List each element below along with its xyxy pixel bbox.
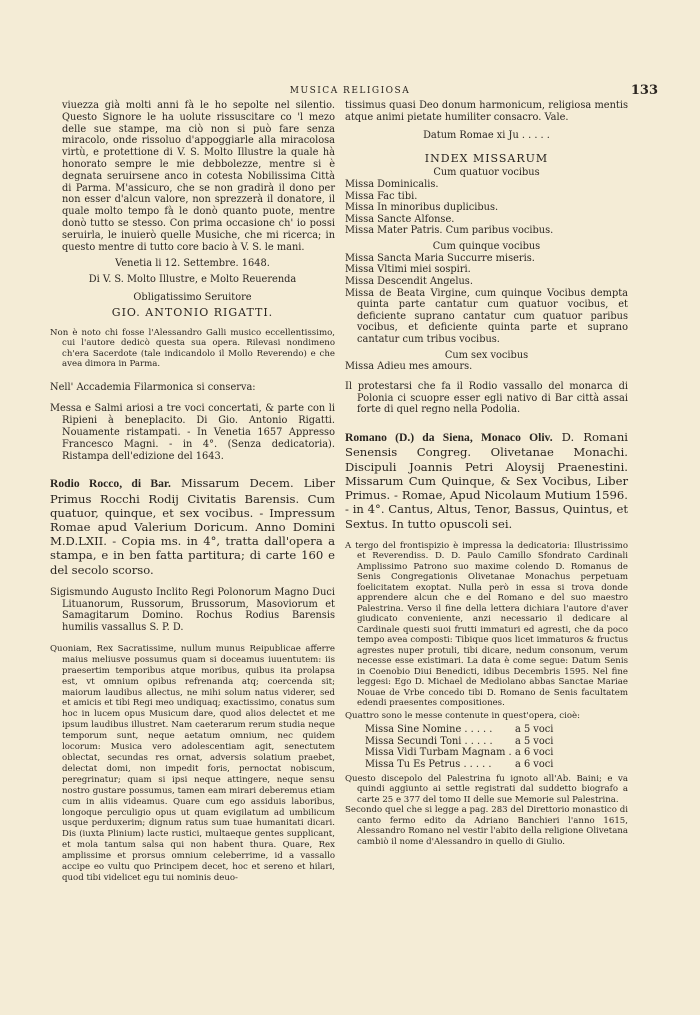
mass-name: Missa Vidi Turbam Magnam . (365, 747, 512, 759)
romano-name: Romano (D.) da Siena, Monaco Oliv. (345, 431, 553, 445)
quatuor-heading: Cum quatuor vocibus (433, 167, 540, 179)
quinque-list (345, 253, 628, 346)
quatuor-list (345, 179, 628, 237)
mass-name: Missa Tu Es Petrus . . . . . (365, 758, 492, 770)
page-number: 133 (630, 83, 658, 98)
mass-name: Missa Sine Nomine . . . . . (365, 724, 493, 736)
list-item: Missa de Beata Virgine, cum quinque Vocibus dempta quinta parte cantatur cum quatuor vocibus, et deficiente suprano cantatur cum quatuor paribus vocibus, et deficiente quinta parte et suprano cantatur cum tribus vocibus. (345, 287, 628, 345)
sex-list (345, 361, 628, 373)
table-row (365, 724, 628, 736)
list-item: Missa Vltimi miei sospiri. (345, 264, 471, 276)
note-galli: Non è noto chi fosse l'Alessandro Galli musico eccellentissimo, cui l'autore dedicò questa sua opera. Rilevasi nondimeno ch'era Sacerdote (tale indicandolo il Mollo Reverendo) e che avea dimora in Parma. (50, 327, 335, 370)
list-item: Missa Fac tibi. (345, 190, 418, 202)
list-item: Missa Sancta Maria Succurre miseris. (345, 252, 535, 264)
romano-entry (345, 430, 628, 530)
list-item: Missa Adieu mes amours. (345, 361, 473, 373)
list-item: Missa Mater Patris. Cum paribus vocibus. (345, 225, 554, 237)
secondo-note: Secondo quel che si legge a pag. 283 del Direttorio monastico di canto fermo edito da Adriano Banchieri l'anno 1615, Alessandro Romano nel vestir l'abito della religione Olivetana cambiò il nome d'Alessandro in quello di Giulio. (345, 805, 628, 847)
dedica-note: A tergo del frontispizio è impressa la dedicatoria: Illustrissimo et Reverendiss. D. D. Paulo Camillo Sfondrato Cardinali Amplissimo Patrono suo maxime colendo D. Romanus de Senis Congregationis Olivetanae Monachus perpetuam foelicitatem exoptat. Nulla però in essa si trova donde apprendere alcun che e del Romano e del suo maestro Palestrina. Verso il fine della lettera dichiara l'autore d'aver giudicato conveniente, anzi necessario il dedicare al Cardinale questi suoi frutti immaturi ed agresti, che da poco tempo avea composti: Tibique quos licet immaturos & fructus agrestes nuper protuli, tibi dicare, nedum consonum, verum necesse esse existimari. La data è come segue: Datum Senis in Coenobio Diui Benedicti, idibus Decembris 1595. Nel fine leggesi: Ego D. Michael de Mediolano abbas Sanctae Mariae Nouae de Vrbe concedo tibi D. Romano de Senis facultatem edendi praesentes compositiones. (345, 540, 628, 709)
quoniam-letter: Quoniam, Rex Sacratissime, nullum munus Reipublicae afferre maius meliusve possumus quam si doceamus iuuentutem: iis praesertim temporibus atque moribus, quibus ita prolapsa est, vt omnium opibus refrenanda atq; coercenda sit; maiorum laudibus allectus, ne mihi solum natus viderer, sed et amicis et tibi Regi meo undiquaq; exactissimo, conatus sum hoc in lucem opus Musicum dare, quod alios delectet et me ipsum laudibus illustret. Nam caeterarum rerum studia neque temporum sunt, neque aetatum omnium, nec quidem locorum: Musica vero adolescentiam agit, senectutem oblectat, secundas res ornat, adversis solatium praebet, delectat domi, non impedit foris, pernoctat nobiscum, peregrinatur; quam si ipsi neque attingere, neque sensu nostro gustare possumus, tamen eam mirari deberemus etiam cum in aliis videamus. Quare cum ego assiduis laboribus, longoque perculigio opus ut quam evigilatum ad umbilicum usque perduxerim; dignum ratus sum tuae humanitati dicari. Dis (iuxta Plinium) lacte rustici, multaeque gentes supplicant, et mola tantum salsa qui non habent thura. Quare, Rex amplissime et prorsus omnium celeberrime, id a vassallo accipe eo vultu quo Principem decet, hoc et sereno et hilari, quod tibi videlicet egu tui nominis deuo- (50, 643, 335, 883)
quattro-note: Quattro sono le messe contenute in quest'opera, cioè: (345, 710, 581, 721)
mass-voices: a 6 voci (515, 758, 554, 770)
rodio-text: Missarum Decem. Liber Primus Rocchi Rodij Civitatis Barensis. Cum quatuor, quinque, et sex vocibus. - Impressum Romae apud Valerium Doricum. Anno Domini M.D.LXII. - Copia ms. in 4°, tratta dall'opera a stampa, e in ben fatta partitura; di carte 160 e del secolo scorso. (50, 476, 336, 577)
letter-closing: Di V. S. Molto Illustre, e Molto Reuerenda (88, 274, 297, 286)
rodio-entry (50, 476, 335, 576)
running-header-title: MUSICA RELIGIOSA (289, 86, 411, 96)
masses-table (365, 724, 628, 770)
quinque-heading: Cum quinque vocibus (432, 240, 541, 252)
mass-voices: a 6 voci (515, 747, 554, 759)
letter-signature: GIO. ANTONIO RIGATTI. (111, 305, 274, 319)
mass-voices: a 5 voci (515, 724, 554, 736)
table-row (365, 736, 628, 748)
list-item: Missa In minoribus duplicibus. (345, 202, 499, 214)
messa-entry: Messa e Salmi ariosi a tre voci concertati, & parte con li Ripieni à beneplacito. Di Gio. Antonio Rigatti. Nouamente ristampati. - In Venetia 1657 Appresso Francesco Magni. - in 4°. (Senza dedicatoria). Ristampa dell'edizione del 1643. (50, 403, 335, 462)
mass-voices: a 5 voci (515, 735, 554, 747)
letter-end: tissimus quasi Deo donum harmonicum, religiosa mentis atque animi pietate humiliter consacro. Vale. (345, 100, 628, 123)
romano-text: D. Romani Senensis Congreg. Olivetanae Monachi. Discipuli Joannis Petri Aloysij Praenestini. Missarum Cum Quinque, & Sex Vocibus, Liber Primus. - Romae, Apud Nicolaum Mutium 1596. - in 4°. Cantus, Altus, Tenor, Bassus, Quintus, et Sextus. In tutto opuscoli sei. (345, 430, 629, 531)
rodio-name: Rodio Rocco, di Bar. (50, 477, 171, 491)
table-row (365, 759, 628, 771)
right-column (345, 100, 628, 847)
letter-date: Venetia li 12. Settembre. 1648. (115, 258, 270, 270)
mass-name: Missa Secundi Toni . . . . . (365, 735, 493, 747)
index-title: INDEX MISSARUM (424, 152, 549, 166)
left-column (50, 100, 335, 884)
academy-note: Nell' Accademia Filarmonica si conserva: (50, 381, 256, 393)
list-item: Missa Sancte Alfonse. (345, 213, 455, 225)
rodio-note: Il protestarsi che fa il Rodio vassallo del monarca di Polonia ci scuopre esser egli nativo di Bar città assai forte di quel regno nella Podolia. (345, 380, 628, 416)
datum-line: Datum Romae xi Ju . . . . . (423, 129, 550, 141)
letter-continuation: viuezza già molti anni fà le ho sepolte nel silentio. Questo Signore le ha uolute rissuscitare co 'l mezo delle sue stampe, ma ciò non si può fare senza miracolo, onde rissoluo d'appoggiarle alla miracolosa virtù, e protettione di V. S. Molto Illustre la quale hà honorato sempre le mie debbolezze, mentre si è degnata seruirsene anco in cotesta Nobilissima Città di Parma. M'assicuro, che se non gradirà il dono per non esser d'alcun valore, non sprezzerà il donatore, il quale molto tempo fà le donò quanto puote, mentre donò tutto se stesso. Con prima occasione ch' io possi seruirla, le inuierò quelle Musiche, che mi ricerca; in questo mentre di tutto core bacio à V. S. le mani. (62, 100, 335, 253)
table-row (365, 747, 628, 759)
questo-note: Questo discepolo del Palestrina fu ignoto all'Ab. Baini; e va quindi aggiunto ai settle registrati dal suddetto biografo a carte 25 e 377 del tomo II delle sue Memorie sul Palestrina. (345, 773, 628, 805)
list-item: Missa Dominicalis. (345, 178, 439, 190)
sigismundo-dedication: Sigismundo Augusto Inclito Regi Polonorum Magno Duci Lituanorum, Russorum, Brussorum, Masoviorum et Samagitarum Domino. Rochus Rodius Barensis humilis vassallus S. P. D. (50, 586, 335, 634)
letter-obligatissimo: Obligatissimo Seruitore (133, 291, 252, 303)
list-item: Missa Descendit Angelus. (345, 275, 473, 287)
sex-heading: Cum sex vocibus (444, 349, 529, 361)
